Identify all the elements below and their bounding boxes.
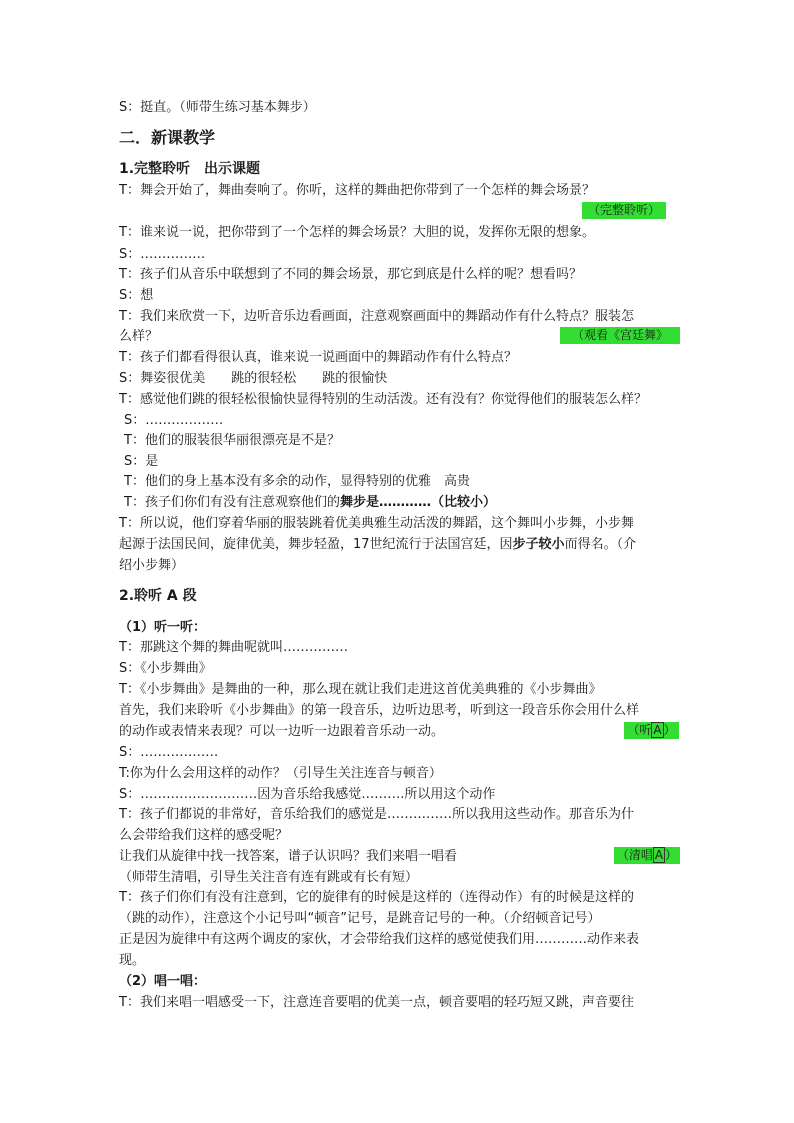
paragraph-line: S：是 bbox=[124, 454, 159, 469]
paragraph-line: T：孩子们从音乐中联想到了不同的舞会场景，那它到底是什么样的呢？想看吗？ bbox=[119, 267, 582, 282]
paragraph-line: 现。 bbox=[119, 953, 146, 968]
paragraph-line: 的动作或表情来表现？可以一边听一边跟着音乐动一动。 bbox=[119, 724, 445, 739]
subheading-sing: （2）唱一唱： bbox=[119, 974, 207, 989]
subheading-full-listening: 1.完整聆听 出示课题 bbox=[119, 161, 261, 177]
paragraph-line: T:你为什么会用这样的动作？（引导生关注连音与顿音） bbox=[119, 766, 442, 781]
paragraph-line: T：那跳这个舞的舞曲呢就叫…………… bbox=[119, 640, 348, 655]
paragraph-line: 正是因为旋律中有这两个调皮的家伙，才会带给我们这样的感觉使我们用…………动作来表 bbox=[119, 932, 640, 947]
highlight-tag-sing-a: （清唱 A ） bbox=[614, 847, 680, 864]
paragraph-line: T：孩子们都说的非常好，音乐给我们的感觉是……………所以我用这些动作。那音乐为什 bbox=[119, 807, 634, 822]
section-heading-new-lesson: 二．新课教学 bbox=[119, 128, 216, 147]
paragraph-line: T：孩子们你们有没有注意观察他们的舞步是…………（比较小） bbox=[124, 495, 496, 510]
paragraph-line: S：……………… bbox=[119, 745, 219, 760]
paragraph-line: 么样？ bbox=[119, 329, 159, 344]
highlight-tag-watch-court-dance: （观看《宫廷舞》 bbox=[560, 327, 680, 344]
paragraph-line: 绍小步舞） bbox=[119, 558, 185, 573]
line-student-straighten: S：挺直。（师带生练习基本舞步） bbox=[119, 100, 316, 115]
paragraph-line: T：谁来说一说，把你带到了一个怎样的舞会场景？大胆的说，发挥你无限的想象。 bbox=[119, 225, 595, 240]
subheading-listen-section-a: 2.聆听 A 段 bbox=[119, 588, 197, 604]
paragraph-line: T：《小步舞曲》是舞曲的一种，那么现在就让我们走进这首优美典雅的《小步舞曲》 bbox=[119, 682, 602, 697]
paragraph-line: T：我们来欣赏一下，边听音乐边看画面，注意观察画面中的舞蹈动作有什么特点？服装怎 bbox=[119, 309, 634, 324]
paragraph-line: T：我们来唱一唱感受一下，注意连音要唱的优美一点，顿音要唱的轻巧短又跳，声音要往 bbox=[119, 995, 634, 1010]
paragraph-line: S：舞姿很优美 跳的很轻松 跳的很愉快 bbox=[119, 371, 388, 386]
paragraph-line: T：舞会开始了，舞曲奏响了。你听，这样的舞曲把你带到了一个怎样的舞会场景？ bbox=[119, 183, 595, 198]
paragraph-line: T：所以说，他们穿着华丽的服装跳着优美典雅生动活泼的舞蹈，这个舞叫小步舞，小步舞 bbox=[119, 516, 634, 531]
paragraph-line: 起源于法国民间，旋律优美，舞步轻盈，17世纪流行于法国宫廷，因步子较小而得名。（介 bbox=[119, 537, 637, 552]
paragraph-line: S：……………… bbox=[124, 413, 224, 428]
highlight-tag-full-listening: （完整聆听） bbox=[582, 202, 666, 219]
paragraph-line: S：…………… bbox=[119, 247, 206, 262]
paragraph-line: T：感觉他们跳的很轻松很愉快显得特别的生动活泼。还有没有？你觉得他们的服装怎么样？ bbox=[119, 392, 647, 407]
subheading-listen: （1）听一听： bbox=[119, 620, 207, 635]
paragraph-line: T：孩子们你们有没有注意到，它的旋律有的时候是这样的（连得动作）有的时候是这样的 bbox=[119, 890, 634, 905]
highlight-tag-listen-a: （听 A ） bbox=[624, 722, 679, 739]
paragraph-line: T：他们的服装很华丽很漂亮是不是？ bbox=[124, 433, 340, 448]
paragraph-line: T：他们的身上基本没有多余的动作，显得特别的优雅 高贵 bbox=[124, 474, 470, 489]
paragraph-line: 么会带给我们这样的感受呢？ bbox=[119, 828, 289, 843]
paragraph-line: 让我们从旋律中找一找答案，谱子认识吗？我们来唱一唱看 bbox=[119, 849, 458, 864]
paragraph-line: （跳的动作），注意这个小记号叫“顿音”记号，是跳音记号的一种。（介绍顿音记号） bbox=[119, 911, 601, 926]
paragraph-line: S：《小步舞曲》 bbox=[119, 661, 212, 676]
paragraph-line: 首先，我们来聆听《小步舞曲》的第一段音乐，边听边思考，听到这一段音乐你会用什么样 bbox=[119, 703, 640, 718]
paragraph-line: T：孩子们都看得很认真，谁来说一说画面中的舞蹈动作有什么特点？ bbox=[119, 350, 517, 365]
paragraph-line: S：想 bbox=[119, 288, 154, 303]
paragraph-line: S：………………………因为音乐给我感觉……….所以用这个动作 bbox=[119, 787, 496, 802]
paragraph-line: （师带生清唱，引导生关注音有连有跳或有长有短） bbox=[119, 870, 419, 885]
